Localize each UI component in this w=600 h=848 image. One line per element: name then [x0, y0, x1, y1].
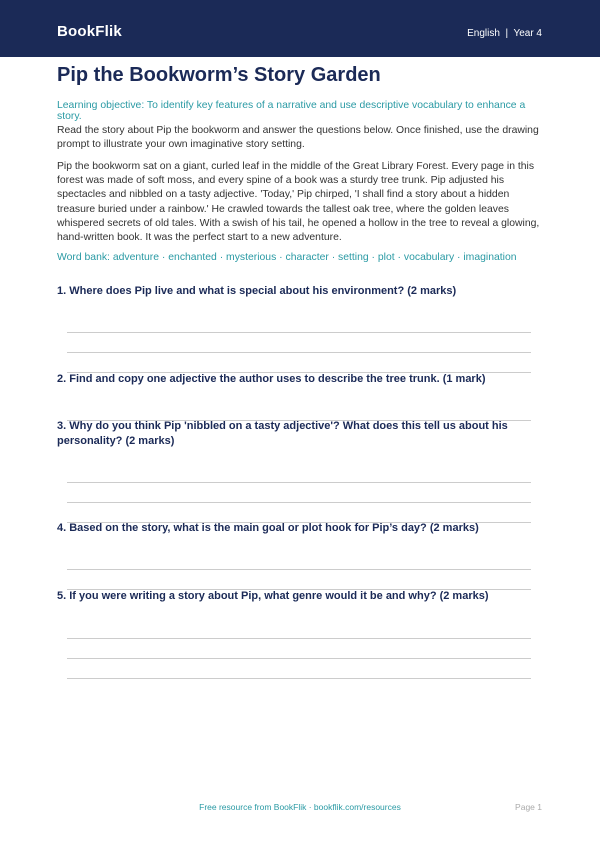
- answer-line[interactable]: [67, 332, 531, 333]
- subject-year-label: English | Year 4: [467, 28, 542, 39]
- brand-logo: BookFlik: [57, 23, 122, 40]
- page-header: [0, 0, 600, 57]
- page-title: Pip the Bookworm’s Story Garden: [57, 64, 381, 86]
- question-5: 5. If you were writing a story about Pip, what genre would it be and why? (2 marks): [57, 590, 489, 602]
- question-2: 2. Find and copy one adjective the author uses to describe the tree trunk. (1 mark): [57, 373, 486, 385]
- answer-line[interactable]: [67, 352, 531, 353]
- page-number: Page 1: [515, 802, 542, 812]
- answer-line[interactable]: [67, 502, 531, 503]
- answer-line[interactable]: [67, 569, 531, 570]
- question-3: 3. Why do you think Pip 'nibbled on a tasty adjective'? What does this tell us about his personality? (2 marks): [57, 420, 508, 447]
- answer-line[interactable]: [67, 638, 531, 639]
- learning-objective: Learning objective: To identify key features of a narrative and use descriptive vocabulary to enhance a story.: [57, 100, 526, 122]
- answer-line[interactable]: [67, 482, 531, 483]
- question-4: 4. Based on the story, what is the main goal or plot hook for Pip’s day? (2 marks): [57, 522, 479, 534]
- intro-paragraph: Read the story about Pip the bookworm and answer the questions below. Once finished, use the drawing prompt to illustrate your own imaginative story setting.: [57, 125, 539, 151]
- story-paragraph: Pip the bookworm sat on a giant, curled leaf in the middle of the Great Library Forest. Every page in this forest was made of soft moss, and every spine of a book was a sturdy tree trunk. Pip adjusted his spectacles and nibbled on a tasty adjective. 'Today,' Pip chirped, 'I shall find a story about a hidden treasure buried under a rainbow.' He crawled towards the tallest oak tree, where the golden leaves whispered secrets of old tales. With a swish of his tail, he opened a hollow in the tree to reveal a glowing, hand-written book. It was the perfect start to a new adventure.: [57, 161, 540, 244]
- footer-credit: Free resource from BookFlik · bookflik.com/resources: [199, 802, 401, 812]
- answer-line[interactable]: [67, 678, 531, 679]
- question-1: 1. Where does Pip live and what is special about his environment? (2 marks): [57, 285, 457, 297]
- word-bank: Word bank: adventure · enchanted · mysterious · character · setting · plot · vocabulary · imagination: [57, 252, 517, 263]
- answer-line[interactable]: [67, 658, 531, 659]
